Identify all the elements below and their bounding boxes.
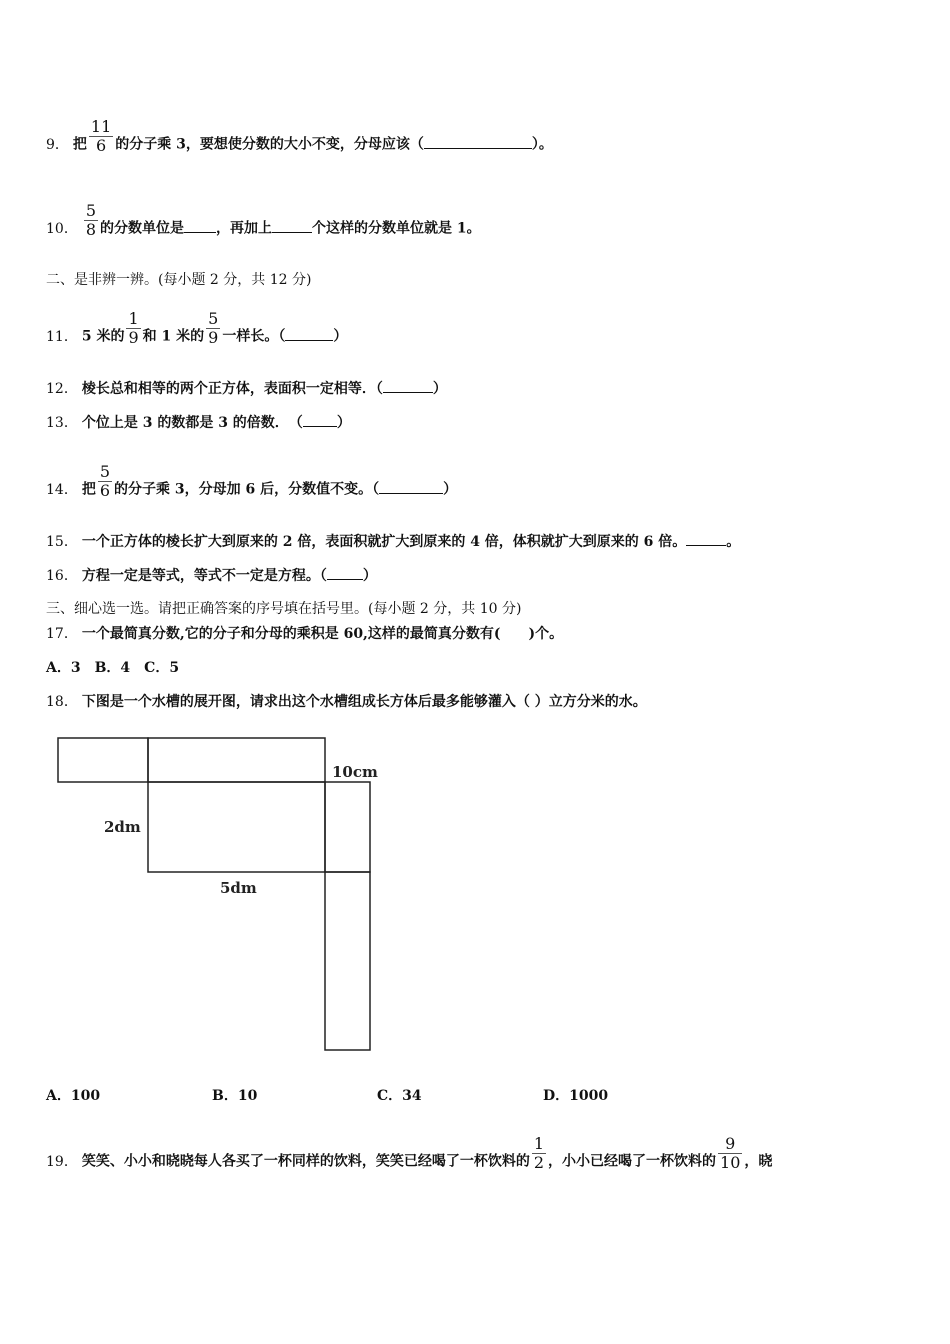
label-10cm: 10cm xyxy=(332,763,378,781)
label-5dm: 5dm xyxy=(220,879,257,897)
section-2-heading: 二、是非辨一辨。(每小题 2 分，共 12 分) xyxy=(46,272,312,288)
answer-blank[interactable] xyxy=(383,378,433,393)
question-19: 19． 笑笑、小小和晓晓每人各买了一杯同样的饮料，笑笑已经喝了一杯饮料的 $\frac{1}{2}$ ，小小已经喝了一杯饮料的 $\frac{9}{10}$ ，晓 xyxy=(46,1134,773,1172)
question-13: 13． 个位上是 3 的数都是 3 的倍数． （ ） xyxy=(46,412,351,433)
fraction: $\frac{5}{8}$ xyxy=(85,201,97,239)
fraction: $\frac{1}{2}$ xyxy=(533,1134,545,1172)
question-17: 17． 一个最简真分数,它的分子和分母的乘积是 60,这样的最简真分数有( )个。 xyxy=(46,626,564,642)
net-right-face xyxy=(325,782,370,872)
answer-blank[interactable] xyxy=(424,134,532,149)
net-long-face xyxy=(325,872,370,1050)
fraction: $\frac{9}{10}$ xyxy=(720,1134,741,1172)
option-a[interactable]: A．100 xyxy=(46,1088,101,1104)
section-3-heading: 三、细心选一选。请把正确答案的序号填在括号里。(每小题 2 分，共 10 分) xyxy=(46,601,522,617)
option-b[interactable]: B．10 xyxy=(212,1088,258,1104)
question-17-options[interactable]: A．3 B．4 C．5 xyxy=(46,660,180,676)
question-16: 16． 方程一定是等式，等式不一定是方程。（ ） xyxy=(46,565,377,586)
option-c[interactable]: C．34 xyxy=(377,1088,422,1104)
answer-blank[interactable] xyxy=(327,565,363,580)
net-left-face xyxy=(58,738,148,782)
question-14: 14． 把 $\frac{5}{6}$ 的分子乘 3，分母加 6 后，分数值不变。（ ） xyxy=(46,462,458,500)
question-15: 15． 一个正方体的棱长扩大到原来的 2 倍，表面积就扩大到原来的 4 倍，体积就扩大到原来的 6 倍。 。 xyxy=(46,531,740,552)
tank-net-figure xyxy=(0,728,420,1058)
question-9: 9． 把 $\frac{11}{6}$ 的分子乘 3，要想使分数的大小不变，分母应该（ ）。 xyxy=(46,117,553,155)
question-10: 10． $\frac{5}{8}$ 的分数单位是 ，再加上 个这样的分数单位就是 1。 xyxy=(46,201,481,239)
answer-blank[interactable] xyxy=(686,531,726,546)
answer-blank[interactable] xyxy=(272,218,312,233)
question-12: 12． 棱长总和相等的两个正方体，表面积一定相等．（ ） xyxy=(46,378,447,399)
fraction: $\frac{5}{9}$ xyxy=(208,309,219,347)
question-11: 11． 5 米的 $\frac{1}{9}$ 和 1 米的 $\frac{5}{9}$ 一样长。（ ） xyxy=(46,309,348,347)
fraction: $\frac{11}{6}$ xyxy=(90,117,112,155)
fraction: $\frac{5}{6}$ xyxy=(99,462,111,500)
option-d[interactable]: D．1000 xyxy=(543,1088,609,1104)
answer-blank[interactable] xyxy=(303,412,337,427)
label-2dm: 2dm xyxy=(104,818,141,836)
net-top-face xyxy=(148,738,325,782)
question-18: 18． 下图是一个水槽的展开图，请求出这个水槽组成长方体后最多能够灌入（ ）立方分米的水。 xyxy=(46,694,647,710)
answer-blank[interactable] xyxy=(184,218,216,233)
net-bottom-face xyxy=(148,782,325,872)
fraction: $\frac{1}{9}$ xyxy=(128,309,139,347)
answer-blank[interactable] xyxy=(379,479,443,494)
answer-blank[interactable] xyxy=(285,326,333,341)
